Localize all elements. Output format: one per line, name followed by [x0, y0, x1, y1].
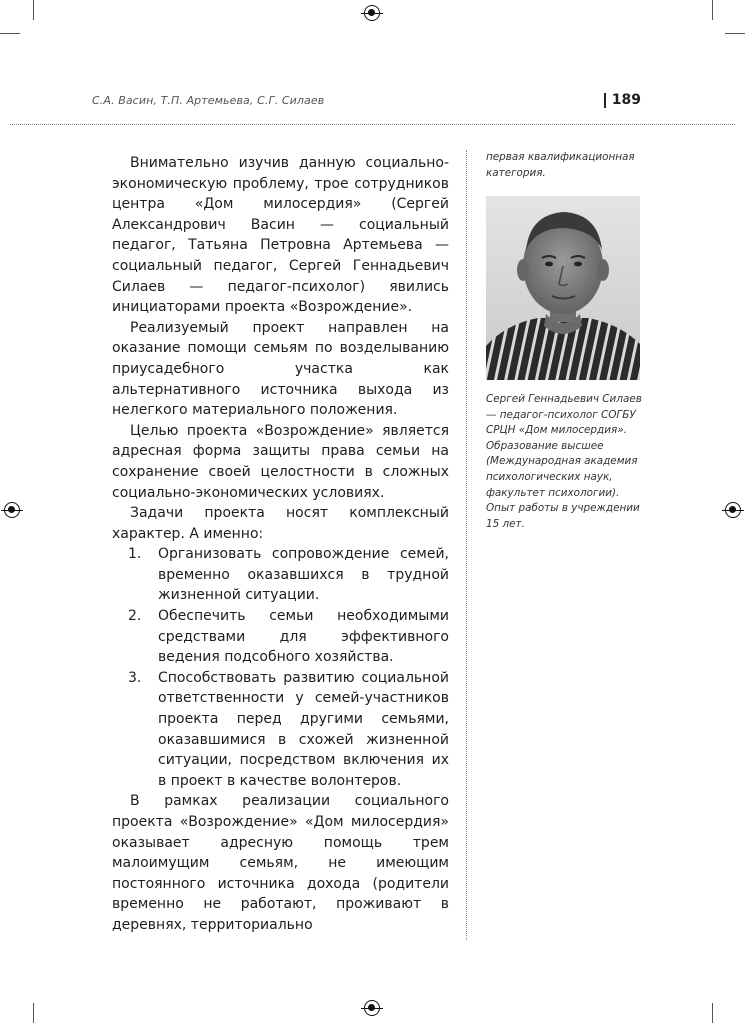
- list-item: [128, 606, 449, 668]
- header-divider: [10, 124, 735, 125]
- crop-mark-top-right: [712, 0, 713, 20]
- crop-mark-bottom-left: [33, 1003, 34, 1023]
- crop-mark-top-left: [33, 0, 34, 20]
- list-item: [128, 668, 449, 792]
- crop-mark-right-top: [725, 33, 745, 34]
- sidebar-top-note: первая квалификационная категория.: [486, 151, 635, 179]
- author-photo: [486, 196, 640, 380]
- paragraph: Реализуемый проект направлен на оказание помощи семьям по возделыванию приусадебного участка как альтернативного источника выхода из нелегкого материального положения.: [112, 319, 449, 419]
- main-text-column: [112, 153, 449, 936]
- portrait-image: [486, 196, 640, 380]
- list-item-text: Обеспечить семьи необходимыми средствами для эффективного ведения подсобного хозяйства.: [158, 608, 449, 666]
- registration-mark-bottom: [364, 1000, 380, 1016]
- list-item-number: 3.: [128, 669, 142, 686]
- registration-mark-right: [725, 502, 741, 518]
- registration-mark-top: [364, 5, 380, 21]
- list-item-number: 1.: [128, 546, 142, 563]
- list-item-text: Способствовать развитию социальной ответственности у семей-участников проекта перед другими семьями, оказавшимися в схожей жизненной ситуации, посредством включения их в проект в качестве волонтеров.: [158, 669, 449, 789]
- column-divider: [466, 150, 467, 940]
- list-item-text: Организовать сопровождение семей, временно оказавшихся в трудной жизненной ситуации.: [158, 546, 449, 604]
- registration-mark-left: [4, 502, 20, 518]
- photo-caption: Сергей Геннадьевич Силаев — педагог-психолог СОГБУ СРЦН «Дом милосердия». Образование высшее (Международная академия психологических наук, факультет психологии). Опыт работы в учреждении 15 лет.: [486, 393, 642, 530]
- paragraph: Внимательно изучив данную социально-экономическую проблему, трое сотрудников центра «Дом милосердия» (Сергей Александрович Васин — социальный педагог, Татьяна Петровна Артемьева — социальный педагог, Сергей Геннадьевич Силаев — педагог-психолог) явились инициаторами проекта «Возрождение».: [112, 155, 449, 316]
- list-item: [128, 544, 449, 606]
- crop-mark-left-top: [0, 33, 20, 34]
- crop-mark-bottom-right: [712, 1003, 713, 1023]
- paragraph: В рамках реализации социального проекта «Возрождение» «Дом милосердия» оказывает адресную помощь трем малоимущим семьям, не имеющим постоянного источника дохода (родители временно не работают, проживают в деревнях, территориально: [112, 793, 449, 933]
- page-number: 189: [611, 92, 641, 108]
- running-header-authors: С.А. Васин, Т.П. Артемьева, С.Г. Силаев: [92, 94, 325, 107]
- task-list: [112, 544, 449, 791]
- paragraph: Задачи проекта носят комплексный характер. А именно:: [112, 505, 449, 542]
- paragraph: Целью проекта «Возрождение» является адресная форма защиты права семьи на сохранение своей целостности в сложных социально-экономических условиях.: [112, 422, 449, 501]
- list-item-number: 2.: [128, 608, 142, 625]
